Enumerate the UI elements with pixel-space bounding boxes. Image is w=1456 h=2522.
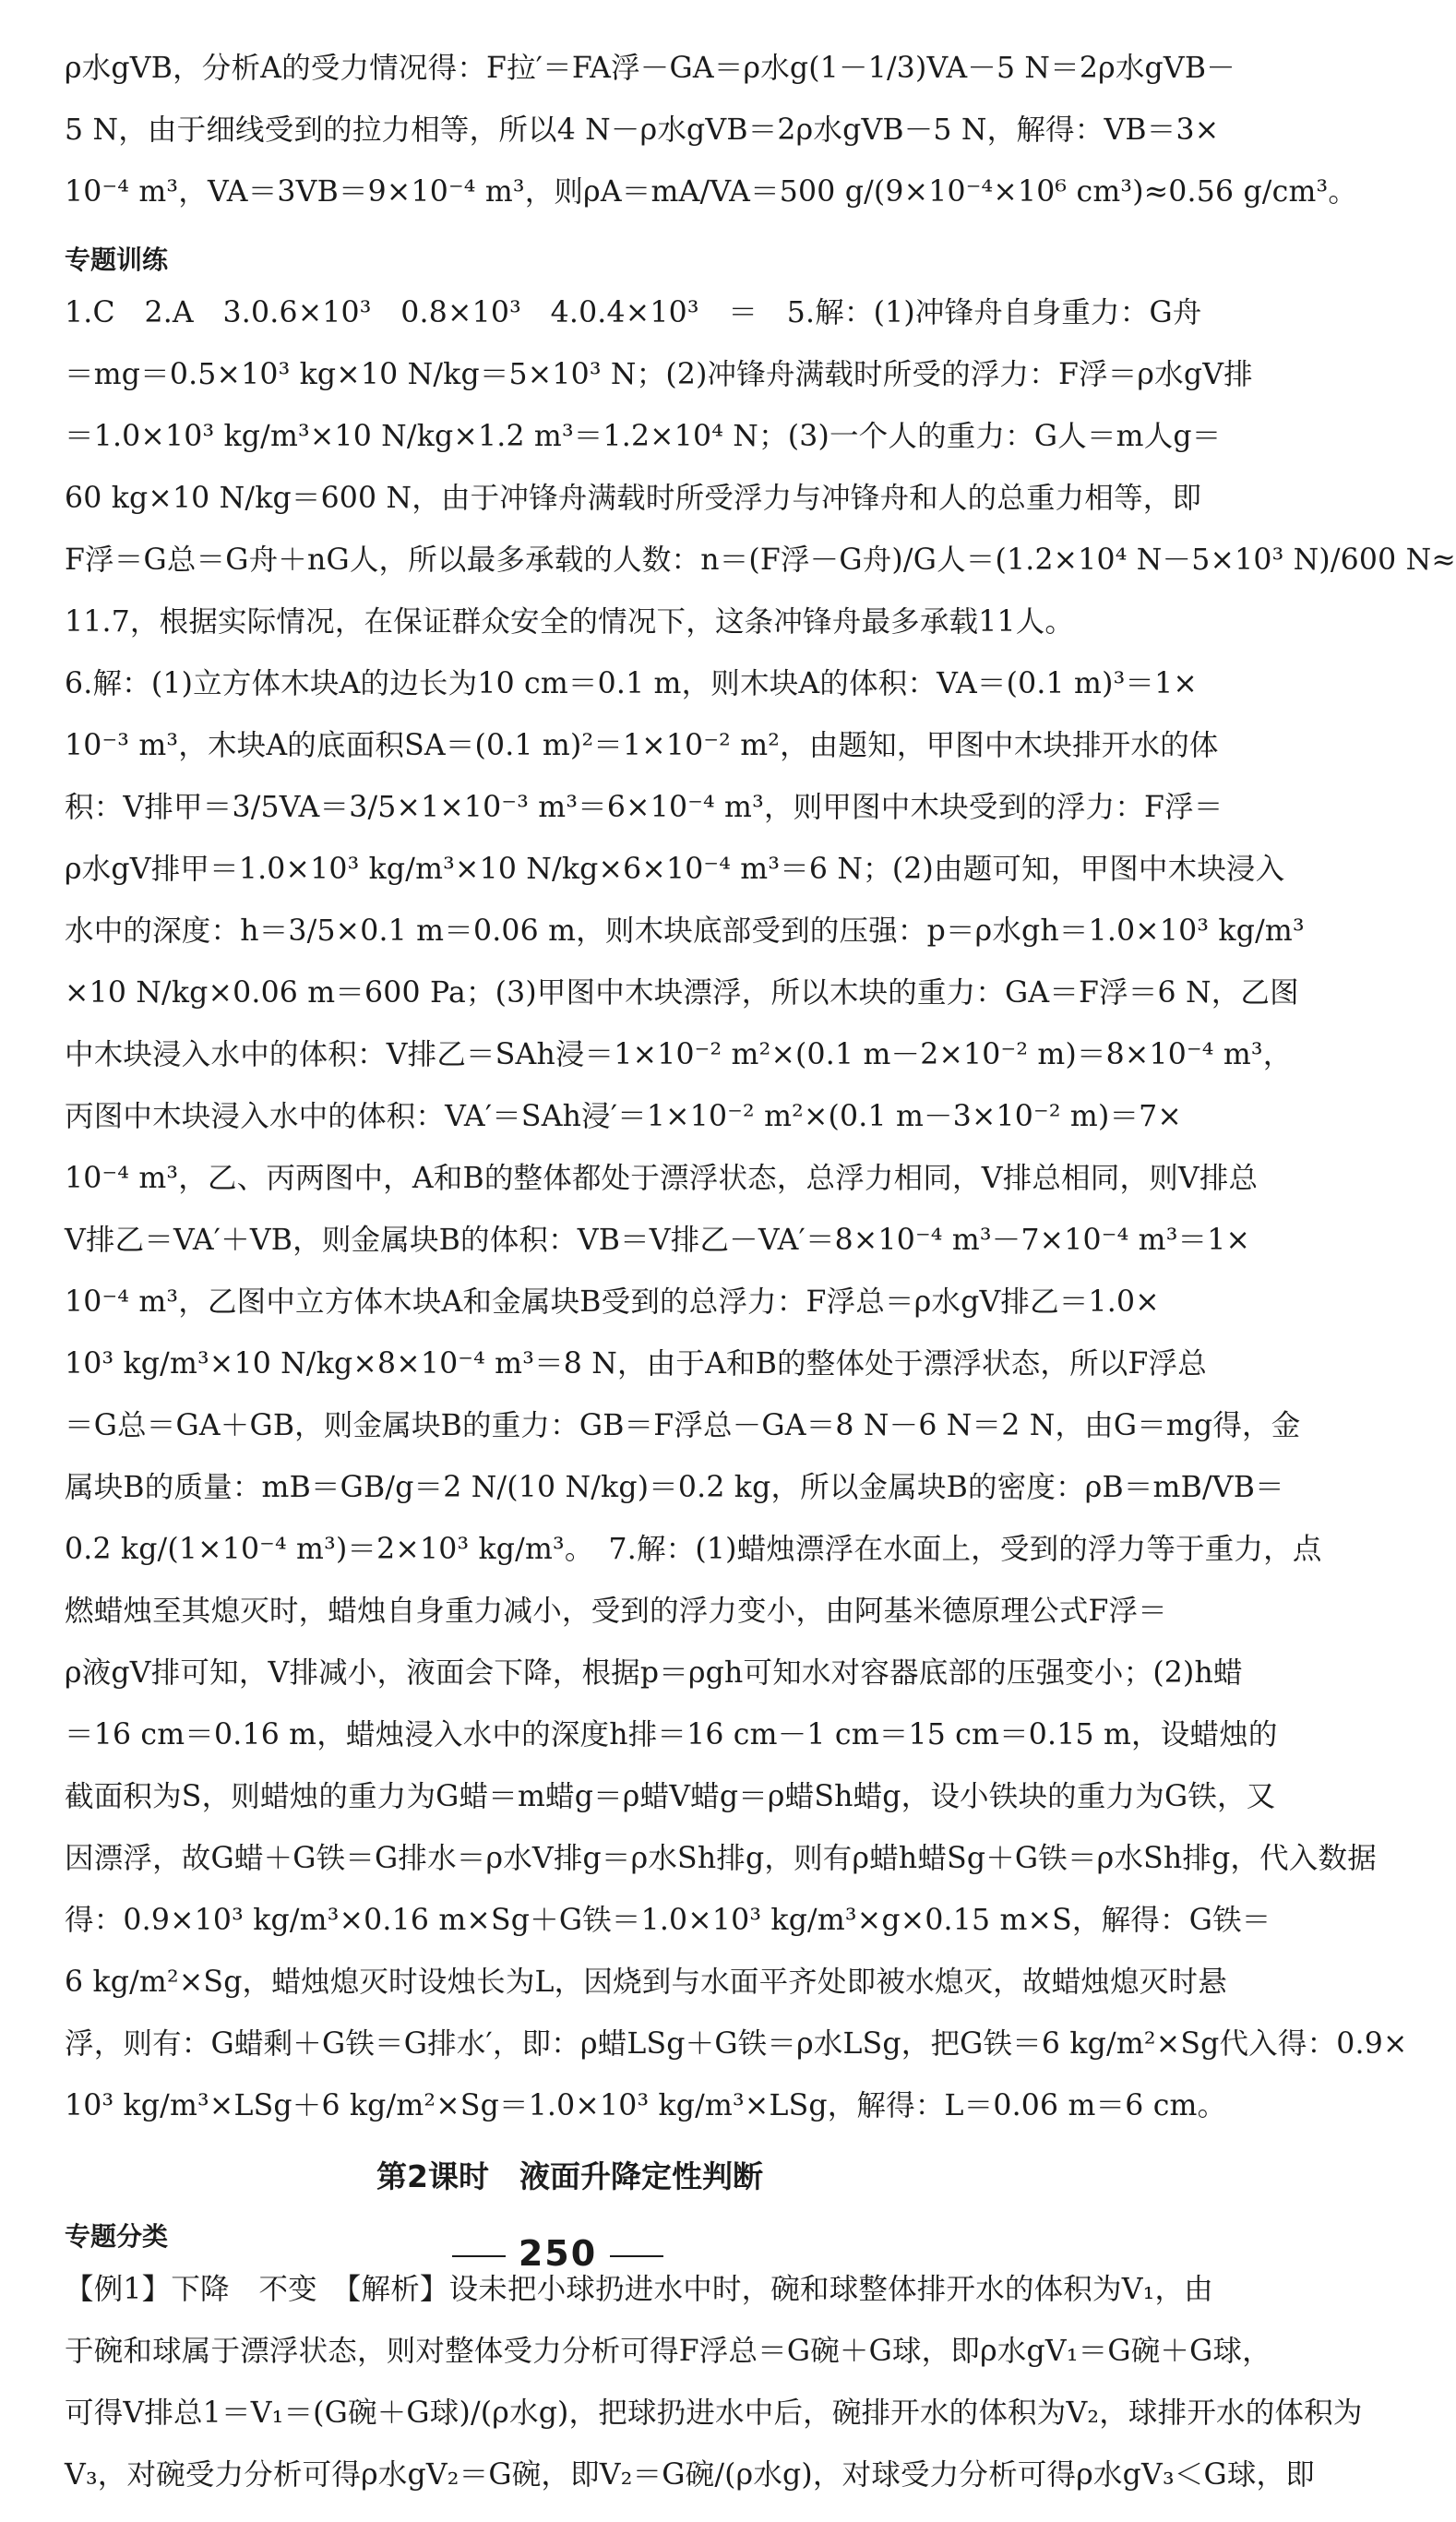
page-number-value: 250 — [518, 2233, 598, 2274]
text-line: 水中的深度：h＝3/5×0.1 m＝0.06 m，则木块底部受到的压强：p＝ρ水gh＝1.0×10³ kg/m³ — [65, 914, 1305, 948]
text-line: 10³ kg/m³×10 N/kg×8×10⁻⁴ m³＝8 N，由于A和B的整体处于漂浮状态，所以F浮总 — [65, 1347, 1207, 1381]
text-line: 丙图中木块浸入水中的体积：VA′＝SAh浸′＝1×10⁻² m²×(0.1 m－3×10⁻² m)＝7× — [65, 1100, 1183, 1133]
text-line: 6 kg/m²×Sg，蜡烛熄灭时设烛长为L，因烧到与水面平齐处即被水熄灭，故蜡烛熄灭时悬 — [65, 1966, 1227, 1999]
section-title-training: 专题训练 — [65, 245, 169, 275]
text-line: ρ液gV排可知，V排减小，液面会下降，根据p＝ρgh可知水对容器底部的压强变小；(2)h蜡 — [65, 1656, 1243, 1690]
text-line: F浮＝G总＝G舟＋nG人，所以最多承载的人数：n＝(F浮－G舟)/G人＝(1.2×10⁴ N－5×10³ N)/600 N≈ — [65, 544, 1456, 577]
page-number — [0, 2233, 1116, 2274]
text-line: 积：V排甲＝3/5VA＝3/5×1×10⁻³ m³＝6×10⁻⁴ m³，则甲图中木块受到的浮力：F浮＝ — [65, 791, 1223, 824]
training-solutions — [65, 296, 1456, 2153]
text-line: 10⁻⁴ m³，VA＝3VB＝9×10⁻⁴ m³，则ρA＝mA/VA＝500 g/(9×10⁻⁴×10⁶ cm³)≈0.56 g/cm³。 — [65, 175, 1358, 209]
text-line: 10⁻³ m³，木块A的底面积SA＝(0.1 m)²＝1×10⁻² m²，由题知，甲图中木块排开水的体 — [65, 729, 1219, 762]
text-line: ＝G总＝GA＋GB，则金属块B的重力：GB＝F浮总－GA＝8 N－6 N＝2 N，由G＝mg得，金 — [65, 1409, 1301, 1442]
text-line: ＝1.0×10³ kg/m³×10 N/kg×1.2 m³＝1.2×10⁴ N；(3)一个人的重力：G人＝m人g＝ — [65, 420, 1222, 453]
solution-continuation — [65, 52, 1358, 239]
text-line: 0.2 kg/(1×10⁻⁴ m³)＝2×10³ kg/m³。 7.解：(1)蜡烛漂浮在水面上，受到的浮力等于重力，点 — [65, 1533, 1322, 1566]
text-line: 6.解：(1)立方体木块A的边长为10 cm＝0.1 m，则木块A的体积：VA＝(0.1 m)³＝1× — [65, 667, 1198, 700]
text-line: 浮，则有：G蜡剩＋G铁＝G排水′，即：ρ蜡LSg＋G铁＝ρ水LSg，把G铁＝6 kg/m²×Sg代入得：0.9× — [65, 2027, 1408, 2061]
text-line: 因漂浮，故G蜡＋G铁＝G排水＝ρ水V排g＝ρ水Sh排g，则有ρ蜡h蜡Sg＋G铁＝ρ水Sh排g，代入数据 — [65, 1842, 1377, 1875]
text-line: 1.C 2.A 3.0.6×10³ 0.8×10³ 4.0.4×10³ ＝ 5.解：(1)冲锋舟自身重力：G舟 — [65, 296, 1202, 329]
text-line: ＝16 cm＝0.16 m，蜡烛浸入水中的深度h排＝16 cm－1 cm＝15 cm＝0.15 m，设蜡烛的 — [65, 1718, 1278, 1751]
text-line: 截面积为S，则蜡烛的重力为G蜡＝m蜡g＝ρ蜡V蜡g＝ρ蜡Sh蜡g，设小铁块的重力为G铁，又 — [65, 1780, 1276, 1813]
page-number-dash-right — [610, 2255, 663, 2257]
text-line: V排乙＝VA′＋VB，则金属块B的体积：VB＝V排乙－VA′＝8×10⁻⁴ m³－7×10⁻⁴ m³＝1× — [65, 1224, 1251, 1257]
text-line: V₃，对碗受力分析可得ρ水gV₂＝G碗，即V₂＝G碗/(ρ水g)，对球受力分析可得ρ水gV₃＜G球，即 — [65, 2458, 1315, 2492]
section-title-classification: 专题分类 — [65, 2221, 169, 2252]
text-line: ＝mg＝0.5×10³ kg×10 N/kg＝5×10³ N；(2)冲锋舟满载时所受的浮力：F浮＝ρ水gV排 — [65, 358, 1253, 391]
text-line: 【例1】下降 不变 【解析】设未把小球扔进水中时，碗和球整体排开水的体积为V₁，由 — [65, 2273, 1213, 2306]
page-number-dash-left — [452, 2255, 506, 2257]
lesson-title: 第2课时 液面升降定性判断 — [376, 2158, 763, 2194]
text-line: 10⁻⁴ m³，乙、丙两图中，A和B的整体都处于漂浮状态，总浮力相同，V排总相同，则V排总 — [65, 1162, 1259, 1195]
text-line: 5 N，由于细线受到的拉力相等，所以4 N－ρ水gVB＝2ρ水gVB－5 N，解得：VB＝3× — [65, 114, 1220, 147]
text-line: ×10 N/kg×0.06 m＝600 Pa；(3)甲图中木块漂浮，所以木块的重力：GA＝F浮＝6 N，乙图 — [65, 976, 1299, 1010]
text-line: 11.7，根据实际情况，在保证群众安全的情况下，这条冲锋舟最多承载11人。 — [65, 605, 1075, 639]
text-line: 得：0.9×10³ kg/m³×0.16 m×Sg＋G铁＝1.0×10³ kg/m³×g×0.15 m×S，解得：G铁＝ — [65, 1904, 1271, 1937]
text-line: 属块B的质量：mB＝GB/g＝2 N/(10 N/kg)＝0.2 kg，所以金属块B的密度：ρB＝mB/VB＝ — [65, 1471, 1284, 1504]
text-line: 中木块浸入水中的体积：V排乙＝SAh浸＝1×10⁻² m²×(0.1 m－2×10⁻² m)＝8×10⁻⁴ m³， — [65, 1038, 1293, 1071]
text-line: 于碗和球属于漂浮状态，则对整体受力分析可得F浮总＝G碗＋G球，即ρ水gV₁＝G碗＋G球， — [65, 2335, 1271, 2368]
text-line: ρ水gV排甲＝1.0×10³ kg/m³×10 N/kg×6×10⁻⁴ m³＝6 N；(2)由题可知，甲图中木块浸入 — [65, 853, 1285, 886]
text-line: 10⁻⁴ m³，乙图中立方体木块A和金属块B受到的总浮力：F浮总＝ρ水gV排乙＝1.0× — [65, 1285, 1160, 1319]
text-line: 燃蜡烛至其熄灭时，蜡烛自身重力减小，受到的浮力变小，由阿基米德原理公式F浮＝ — [65, 1595, 1167, 1628]
text-line: 60 kg×10 N/kg＝600 N，由于冲锋舟满载时所受浮力与冲锋舟和人的总重力相等，即 — [65, 482, 1202, 515]
text-line: ρ水gVB，分析A的受力情况得：F拉′＝FA浮－GA＝ρ水g(1－1/3)VA－5 N＝2ρ水gVB－ — [65, 52, 1235, 85]
example-analysis — [65, 2273, 1363, 2522]
text-line: 可得V排总1＝V₁＝(G碗＋G球)/(ρ水g)，把球扔进水中后，碗排开水的体积为V₂，球排开水的体积为 — [65, 2396, 1363, 2430]
text-line: 10³ kg/m³×LSg＋6 kg/m²×Sg＝1.0×10³ kg/m³×LSg，解得：L＝0.06 m＝6 cm。 — [65, 2089, 1227, 2122]
